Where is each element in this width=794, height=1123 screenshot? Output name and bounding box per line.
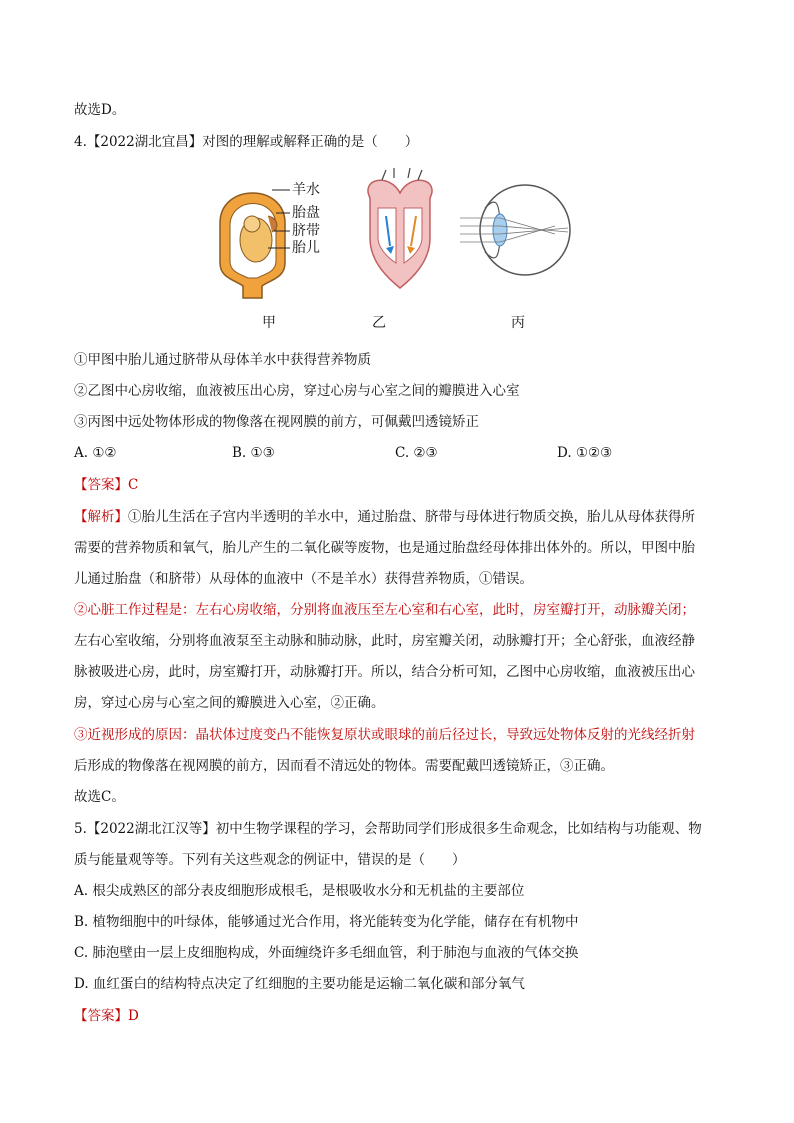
label-umbilical-cord: 脐带 [292,223,320,239]
q4-option-d: D. ①②③ [557,445,613,461]
q4-statement-3: ③丙图中远处物体形成的物像落在视网膜的前方，可佩戴凹透镜矫正 [74,414,479,430]
analysis-label: 【解析】 [74,509,128,525]
q5-option-c: C. 肺泡壁由一层上皮细胞构成，外面缠绕许多毛细血管，利于肺泡与血液的气体交换 [74,945,579,961]
q4-option-a: A. ①② [74,445,117,461]
label-placenta: 胎盘 [292,205,320,221]
q5-stem-line-1: 5.【2022湖北江汉等】初中生物学课程的学习，会帮助同学们形成很多生命观念，比如结构与功能观、物 [74,821,702,837]
q4-figure-svg [210,168,590,318]
q4-analysis-line-2: 需要的营养物质和氧气，胎儿产生的二氧化碳等废物，也是通过胎盘经母体排出体外的。所以，甲图中胎 [74,540,695,556]
q4-statement-2: ②乙图中心房收缩，血液被压出心房，穿过心房与心室之间的瓣膜进入心室 [74,383,520,399]
q4-analysis-line-8: ③近视形成的原因：晶状体过度变凸不能恢复原状或眼球的前后径过长，导致远处物体反射的光线经折射 [74,727,695,743]
q5-option-b: B. 植物细胞中的叶绿体，能够通过光合作用，将光能转变为化学能，储存在有机物中 [74,914,579,930]
q5-answer: 【答案】D [74,1008,139,1024]
q3-conclusion: 故选D。 [74,102,126,118]
caption-yi: 乙 [372,315,386,331]
q4-statement-1: ①甲图中胎儿通过脐带从母体羊水中获得营养物质 [74,352,371,368]
q4-option-b: B. ①③ [232,445,275,461]
heart-diagram [368,168,432,288]
label-fetus: 胎儿 [292,240,320,256]
q4-analysis-line-5: 左右心室收缩，分别将血液泵至主动脉和肺动脉，此时，房室瓣关闭，动脉瓣打开；全心舒张，血液经静 [74,633,695,649]
q4-figure [210,168,590,318]
caption-jia: 甲 [262,315,276,331]
label-amniotic-fluid: 羊水 [292,182,320,198]
q4-analysis-line-6: 脉被吸进心房，此时，房室瓣打开，动脉瓣打开。所以，结合分析可知，乙图中心房收缩，血液被压出心 [74,664,695,680]
q4-analysis-line-9: 后形成的物像落在视网膜的前方，因而看不清远处的物体。需要配戴凹透镜矫正，③正确。 [74,758,614,774]
analysis-text: ①胎儿生活在子宫内半透明的羊水中，通过胎盘、脐带与母体进行物质交换，胎儿从母体获得所 [128,509,695,525]
q4-answer: 【答案】C [74,477,139,493]
analysis-line-1-text [74,509,695,525]
q4-analysis-line-3: 儿通过胎盘（和脐带）从母体的血液中（不是羊水）获得营养物质，①错误。 [74,571,533,587]
uterus-diagram [220,190,290,298]
q5-option-d: D. 血红蛋白的结构特点决定了红细胞的主要功能是运输二氧化碳和部分氧气 [74,976,525,992]
q4-analysis-line-4: ②心脏工作过程是：左右心房收缩，分别将血液压至左心室和右心室，此时，房室瓣打开，动脉瓣关闭； [74,602,695,618]
q4-stem: 4.【2022湖北宜昌】对图的理解或解释正确的是（ ） [74,134,419,150]
eye-diagram [460,185,570,275]
q4-analysis-line-1 [74,507,695,527]
q5-option-a: A. 根尖成熟区的部分表皮细胞形成根毛，是根吸收水分和无机盐的主要部位 [74,883,525,899]
q4-analysis-line-7: 房，穿过心房与心室之间的瓣膜进入心室，②正确。 [74,695,385,711]
caption-bing: 丙 [511,315,525,331]
q5-stem-line-2: 质与能量观等等。下列有关这些观念的例证中，错误的是（ ） [74,852,466,868]
q4-conclusion: 故选C。 [74,789,125,805]
q4-option-c: C. ②③ [395,445,438,461]
